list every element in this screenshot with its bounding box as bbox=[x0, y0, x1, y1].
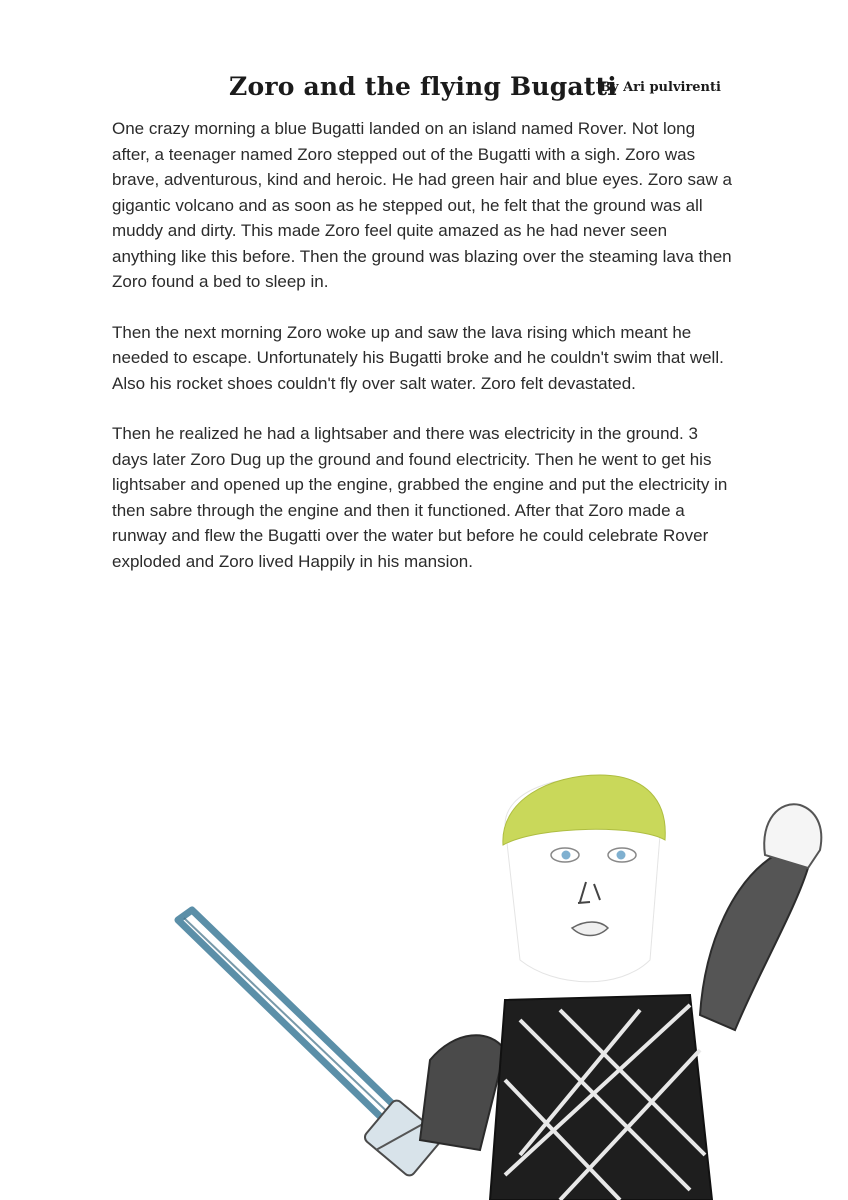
paragraph-2: Then the next morning Zoro woke up and saw the lava rising which meant he needed to escape. Unfortunately his Bugatti broke and he couldn't swim that well. Also his rocket shoes couldn't fly over salt water. Zoro felt devastated. bbox=[112, 322, 724, 393]
lightsaber bbox=[178, 910, 443, 1178]
story-title: Zoro and the flying Bugatti bbox=[229, 72, 617, 101]
shirt bbox=[490, 995, 712, 1200]
head bbox=[503, 775, 665, 982]
left-arm bbox=[420, 1035, 505, 1150]
paragraph-1: One crazy morning a blue Bugatti landed on an island named Rover. Not long after, a teenager named Zoro stepped out of the Bugatti with a sigh. Zoro was brave, adventurous, kind and heroic. He had green hair and blue eyes. Zoro saw a gigantic volcano and as soon as he stepped out, he felt that the ground was all muddy and dirty. This made Zoro feel quite amazed as he had never seen anything like this before. Then the ground was blazing over the steaming lava then Zoro found a bed to sleep in. bbox=[112, 119, 732, 291]
author-byline: By Ari pulvirenti bbox=[600, 80, 721, 95]
right-arm bbox=[700, 804, 821, 1030]
title-row bbox=[0, 72, 848, 112]
paragraph-3: Then he realized he had a lightsaber and there was electricity in the ground. 3 days later Zoro Dug up the ground and found electricity. Then he went to get his lightsaber and opened up the engine, grabbed the engine and put the electricity in then sabre through the engine and then it functioned. After that Zoro made a runway and flew the Bugatti over the water but before he could celebrate Rover exploded and Zoro lived Happily in his mansion. bbox=[112, 424, 728, 571]
story-body bbox=[112, 116, 736, 599]
zoro-drawing bbox=[0, 760, 848, 1200]
